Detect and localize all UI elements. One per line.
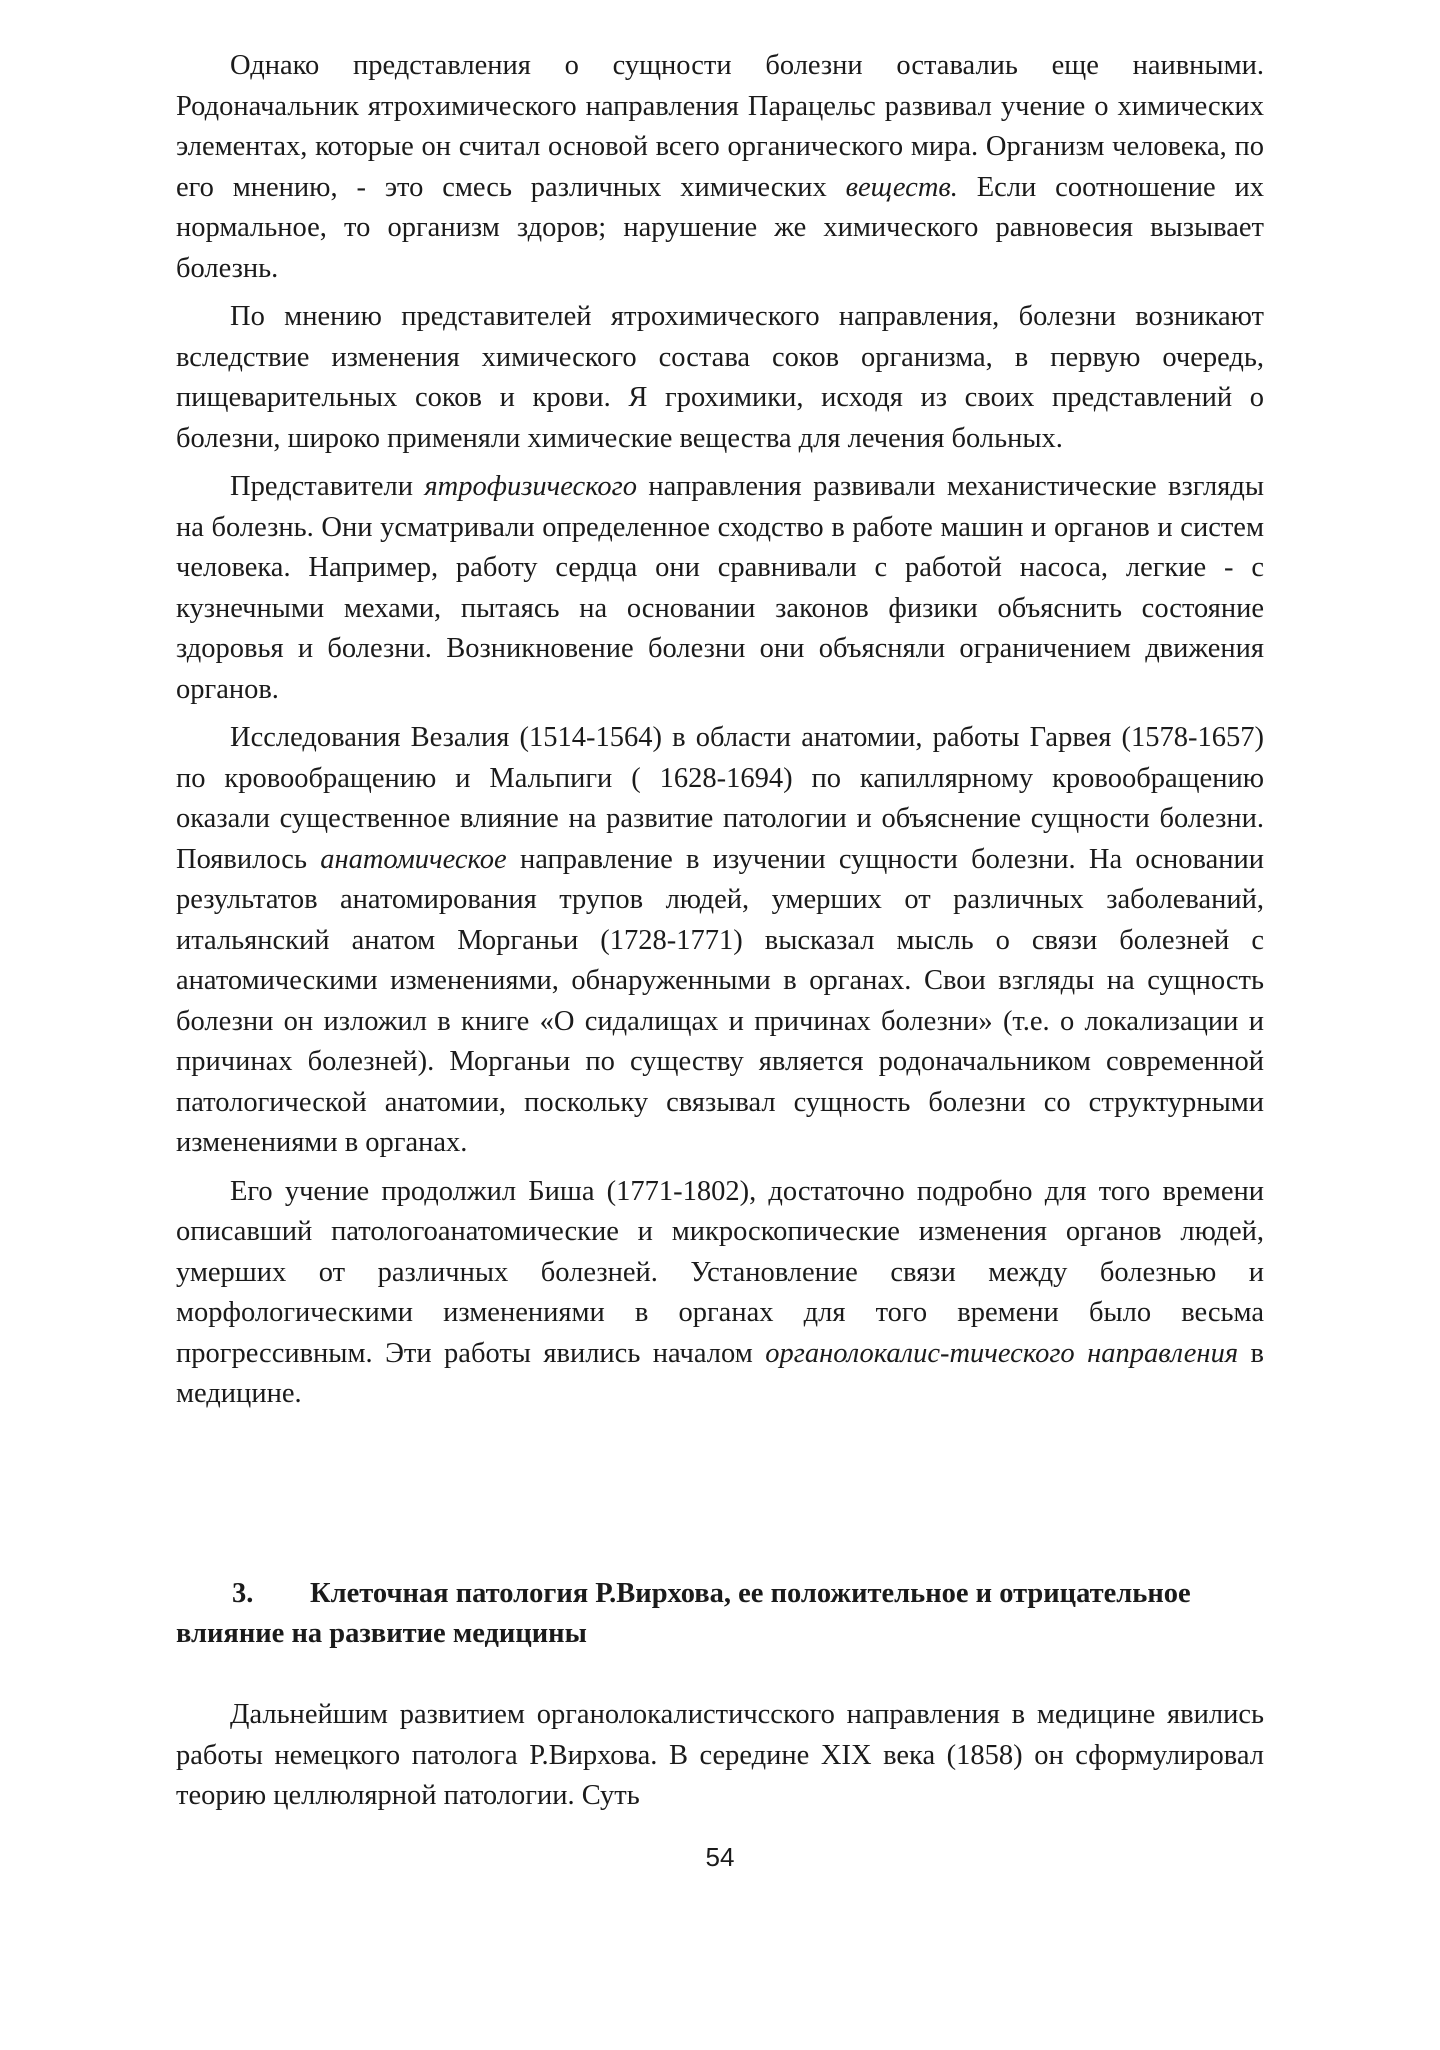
paragraph-1-end: Если соотношение их нормальное, то организм здоров; нарушение же химического равновесия вызывает болезнь.: [176, 171, 1265, 284]
paragraph-5: [176, 1172, 1264, 1415]
paragraph-4-emphasis: анатомическое: [320, 843, 507, 875]
paragraph-1: [176, 46, 1264, 289]
paragraph-3: [176, 467, 1264, 710]
section-heading-line-1: [176, 1574, 1316, 1614]
paragraph-4-start: Исследования Везалия (1514-1564) в области анатомии, работы Гарвея (1578-1657) по кровообращению и Мальпиги ( 1628-1694) по капиллярному кровообращению оказали существенное влияние на развитие патологии и объяснение сущности болезни. Появилось: [176, 722, 1264, 875]
section-title-line-2: влияние на развитие медицины: [176, 1618, 587, 1649]
paragraph-3-start: Представители: [230, 471, 425, 502]
body-text-section-1: [176, 46, 1264, 1415]
page-number: 54: [705, 1842, 735, 1872]
body-text-section-2: [176, 1695, 1264, 1817]
paragraph-5-start: Его учение продолжил Биша (1771-1802), достаточно подробно для того времени описавший патологоанатомические и микроскопические изменения органов людей, умерших от различных болезней. Установление связи между болезнью и морфологическими изменениями в органах для того времени было весьма прогрессивным. Эти работы явились началом: [176, 1175, 1264, 1369]
section-title-line-1: Клеточная патология Р.Вирхова, ее положительное и отрицательное: [310, 1578, 1191, 1609]
paragraph-2: [176, 297, 1264, 459]
section-number: 3.: [232, 1578, 254, 1609]
section-heading: [176, 1574, 1316, 1654]
paragraph-1-text: Однако представления о сущности болезни оставалиь еще наивными. Родоначальник ятрохимического направления Парацельс развивал учение о химических элементах, которые он считал основой всего органического мира. Организм человека, по его мнению, - это смесь различных химических: [176, 50, 1264, 203]
paragraph-1-emphasis: веществ.: [845, 171, 958, 203]
paragraph-2-text: По мнению представителей ятрохимического направления, болезни возникают вследствие изменения химического состава соков организма, в первую очередь, пищеварительных соков и крови. Я грохимики, исходя из своих представлений о болезни, широко применяли химические вещества для лечения больных.: [176, 301, 1264, 454]
paragraph-5-end: в медицине.: [176, 1337, 1264, 1409]
paragraph-4: [176, 718, 1264, 1164]
paragraph-5-emphasis: органолокалис-тического направления: [765, 1337, 1239, 1369]
paragraph-4-end: направление в изучении сущности болезни. На основании результатов анатомирования трупов людей, умерших от различных заболеваний, итальянский анатом Морганьи (1728-1771) высказал мысль о связи болезней с анатомическими изменениями, обнаруженными в органах. Свои взгляды на сущность болезни он изложил в книге «О сидалищах и причинах болезни» (т.е. о локализации и причинах болезней). Морганьи по существу является родоначальником современной патологической анатомии, поскольку связывал сущность болезни со структурными изменениями в органах.: [176, 843, 1264, 1158]
paragraph-6-text: Дальнейшим развитием органолокалистичсского направления в медицине явились работы немецкого патолога Р.Вирхова. В середине XIX века (1858) он сформулировал теорию целлюлярной патологии. Суть: [176, 1699, 1264, 1811]
paragraph-3-emphasis: ятрофизического: [424, 471, 637, 502]
paragraph-3-end: направления развивали механистические взгляды на болезнь. Они усматривали определенное сходство в работе машин и органов и систем человека. Например, работу сердца они сравнивали с работой насоса, легкие - с кузнечными мехами, пытаясь на основании законов физики объяснить состояние здоровья и болезни. Возникновение болезни они объясняли ограничением движения органов.: [176, 471, 1264, 705]
paragraph-6: [176, 1695, 1264, 1817]
